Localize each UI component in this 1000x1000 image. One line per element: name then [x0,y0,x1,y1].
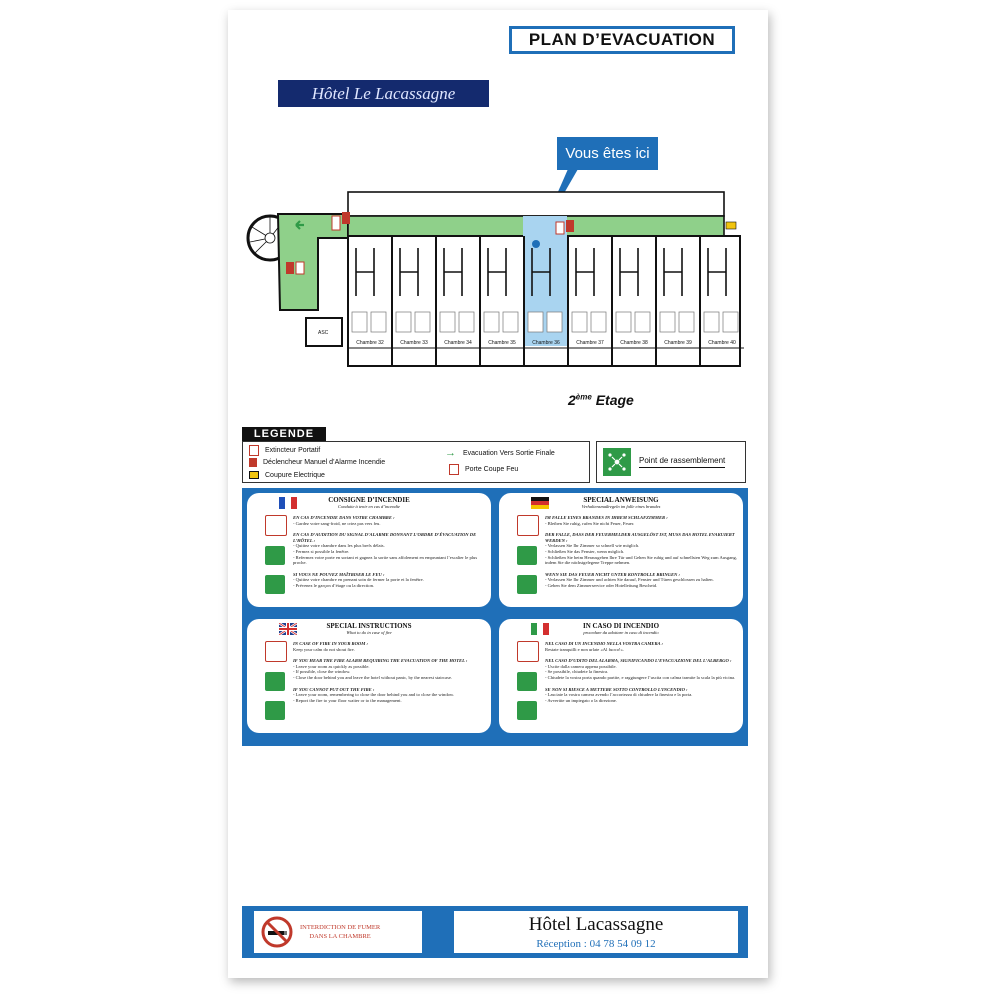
fire-door-icon [449,464,459,475]
no-smoking-notice [254,911,422,953]
legend-item-label: Evacuation Vers Sortie Finale [463,450,555,457]
panel-header [247,619,491,637]
room-label: Chambre 34 [444,340,472,346]
bed-icon [723,312,738,332]
instruction-block: IM FALLE EINES BRANDES IN IHREM SCHLAFZIMMER : - Bleiben Sie ruhig, rufen Sie nicht Feuer, Feuer. [545,515,668,526]
assembly-point-icon [603,448,631,476]
flag-uk-icon [279,623,297,635]
alarm-exit-icon [265,546,285,565]
room-label: Chambre 36 [532,340,560,346]
running-exit-icon [517,701,537,720]
bed-icon [660,312,675,332]
room-label: Chambre 35 [488,340,516,346]
panel-icons [517,515,539,604]
bed-icon [440,312,455,332]
instruction-block: SE NON SI RIESCE A METTERE SOTTO CONTROLLO L’INCENDIO : - Lasciate la vostra camera avendo l’accortezza di chiudere la finestra e la porta. - Avvertite un impiegato o la direzione. [545,686,693,703]
panel-subtitle: What to do in case of fire [346,629,392,635]
alarm-marker [342,212,350,224]
bed-icon [704,312,719,332]
electric-cutoff-marker [726,222,736,229]
flag-it-icon [531,623,549,635]
floor-label [568,392,634,408]
instructions-panel-de [499,493,743,607]
legend-item [249,471,325,479]
alarm-exit-icon [265,672,285,691]
instruction-block: NEL CASO DI UN INCENDIO NELLA VOSTRA CAMERA : Restate tranquilli e non urlate «Al fuoco!». [545,641,664,652]
bed-icon [503,312,518,332]
running-exit-icon [517,575,537,594]
instruction-block: IF YOU CANNOT PUT OUT THE FIRE : - Leave your room, remembering to close the door behind you and to close the window. - Report the fire to your floor waiter or to the management. [293,686,455,703]
bed-icon [679,312,694,332]
instruction-block: WENN SIE DAS FEUER NICHT UNTER KONTROLLE BRINGEN : - Verlassen Sie Ihr Zimmer und achten Sie darauf, Fenster und Türen geschlossen zu halten. - Geben Sie dem Zimmerservice oder Hotelleitung Bescheid. [545,571,714,588]
building-top [348,192,724,216]
panel-icons [517,641,539,730]
instructions-area [242,488,748,746]
legend-box [242,441,590,483]
room-label: Chambre 40 [708,340,736,346]
room-label: Chambre 32 [356,340,384,346]
legend-item-label: Porte Coupe Feu [465,466,519,473]
panel-body [293,515,485,595]
flag-de-icon [531,497,549,509]
legend-item-label: Déclencheur Manuel d’Alarme Incendie [263,459,386,466]
instructions-panel-it [499,619,743,733]
no-smoking-line2: DANS LA CHAMBRE [309,933,371,940]
fire-extinguisher-icon [249,445,259,456]
bed-icon [591,312,606,332]
instruction-block: IN CASE OF FIRE IN YOUR ROOM : Keep your calm do not shout fire. [293,641,369,652]
panel-body [293,641,485,709]
legend-tag: LEGENDE [242,427,326,441]
panel-body [545,641,737,709]
bed-icon [547,312,562,332]
bed-icon [371,312,386,332]
panel-title: IN CASO DI INCENDIO [582,621,660,630]
floor-word: Etage [595,392,634,408]
hotel-name: Hôtel Lacassagne [528,914,664,935]
instruction-block: EN CAS D’INCENDIE DANS VOTRE CHAMBRE : - Gardez votre sang-froid, ne criez pas vers feu. [293,515,395,526]
instruction-block: DER FALLE, DASS DER FEUERMELDER AUSGELÖST IST, MUSS DAS HOTEL EVAKUIERT WERDEN : - Verlassen Sie Ihr Zimmer so schnell wie möglich. - Schließen Sie das Fenster, wenn möglich. - Schließen Sie beim Herausgehen Ihre Tür und Gehen Sie ruhig und auf schnellsten Weg zum Ausgang, indem Sie die nächstgelegene Treppe nehmen. [545,532,737,566]
alarm-marker [286,262,294,274]
room-label: Chambre 38 [620,340,648,346]
panel-header [499,619,743,637]
panel-body [545,515,737,595]
instruction-block: EN CAS D’AUDITION DU SIGNAL D’ALARME DONNANT L’ORDRE D’ÉVACUATION DE L’HÔTEL : - Quittez votre chambre dans les plus brefs délais. - Fermez si possible la fenêtre. - Refermez votre porte en sortant et gagnez la sortie sans affolement en empruntant l’escalier le plus proche. [293,532,478,566]
bed-icon [484,312,499,332]
instructions-panel-en [247,619,491,733]
instruction-block: NEL CASO D’UDITO DEL ALARMA, SIGNIFICANDO L’EVACUAZIONE DEL L’ALBERGO : - Uscite dalla camera appena possibile. - Se possibile, chiudete la finestra. - Chiudete la vostra porta quando partite, e raggiungere l’uscita con calma tramite la scala la più vicina. [545,658,736,680]
bed-icon [415,312,430,332]
instruction-block: IF YOU HEAR THE FIRE ALARM REQUIRING THE EVACUATION OF THE HOTEL : - Leave your room as quickly as possible. - If possible, close the window. - Close the door behind you and leave the hotel without panic, by the nearest staircase. [293,658,468,680]
hotel-contact [454,911,738,953]
hotel-logo: Hôtel Le Lacassagne [278,80,489,107]
instructions-panel-fr [247,493,491,607]
extinguisher-marker [332,216,340,230]
legend-item-label: Coupure Electrique [265,471,325,479]
extinguisher-marker [296,262,304,274]
fire-icon [265,515,287,536]
instruction-block: SI VOUS NE POUVEZ MAÎTRISER LE FEU : - Quittez votre chambre en prenant soin de fermer la porte et la fenêtre. - Prévenez le garçon d’étage ou la direction. [293,571,424,588]
alarm-exit-icon [517,546,537,565]
floor-number: 2 [568,392,576,408]
you-are-here-callout: Vous êtes ici [557,137,658,170]
panel-icons [265,515,287,604]
panel-title: CONSIGNE D’INCENDIE [328,495,410,504]
no-smoking-line1: INTERDICTION DE FUMER [300,924,381,931]
fire-icon [265,641,287,662]
alarm-trigger-icon [249,458,257,467]
footer [242,906,748,958]
bed-icon [459,312,474,332]
floor-suffix: ème [575,392,592,402]
legend-item [249,458,385,467]
elevator-label: ASC [318,330,329,336]
room-label: Chambre 39 [664,340,692,346]
bed-icon [528,312,543,332]
fire-icon [517,641,539,662]
here-dot [532,240,540,248]
electric-cutoff-icon [249,471,259,479]
extinguisher-marker [556,222,564,234]
bed-icon [396,312,411,332]
arrow-right-icon: → [445,447,456,459]
panel-header [499,493,743,511]
panel-subtitle: Conduite à tenir en cas d’incendie [337,503,401,509]
room-label: Chambre 33 [400,340,428,346]
panel-title: SPECIAL ANWEISUNG [583,495,659,504]
legend-item [445,449,555,458]
rally-point-label: Point de rassemblement [639,456,725,468]
bed-icon [635,312,650,332]
panel-icons [265,641,287,730]
no-smoking-icon [260,915,294,949]
flag-fr-icon [279,497,297,509]
page-title: PLAN D’EVACUATION [509,26,735,54]
panel-subtitle: procedure da adottare in caso di incendio [583,629,659,635]
legend-item [449,464,518,475]
bed-icon [352,312,367,332]
panel-header [247,493,491,511]
running-exit-icon [265,575,285,594]
panel-title: SPECIAL INSTRUCTIONS [326,621,412,630]
panel-subtitle: Verhaltensmaßregeln im falle eines brandes [581,503,661,509]
fire-icon [517,515,539,536]
floor-plan [240,150,750,375]
reception-phone: Réception : 04 78 54 09 12 [536,938,656,950]
alarm-marker [566,220,574,232]
alarm-exit-icon [517,672,537,691]
room-label: Chambre 37 [576,340,604,346]
bed-icon [572,312,587,332]
running-exit-icon [265,701,285,720]
legend-item-label: Extincteur Portatif [265,447,321,454]
bed-icon [616,312,631,332]
legend-item [249,445,320,456]
no-smoking-text [300,923,380,941]
rally-point-box [596,441,746,483]
